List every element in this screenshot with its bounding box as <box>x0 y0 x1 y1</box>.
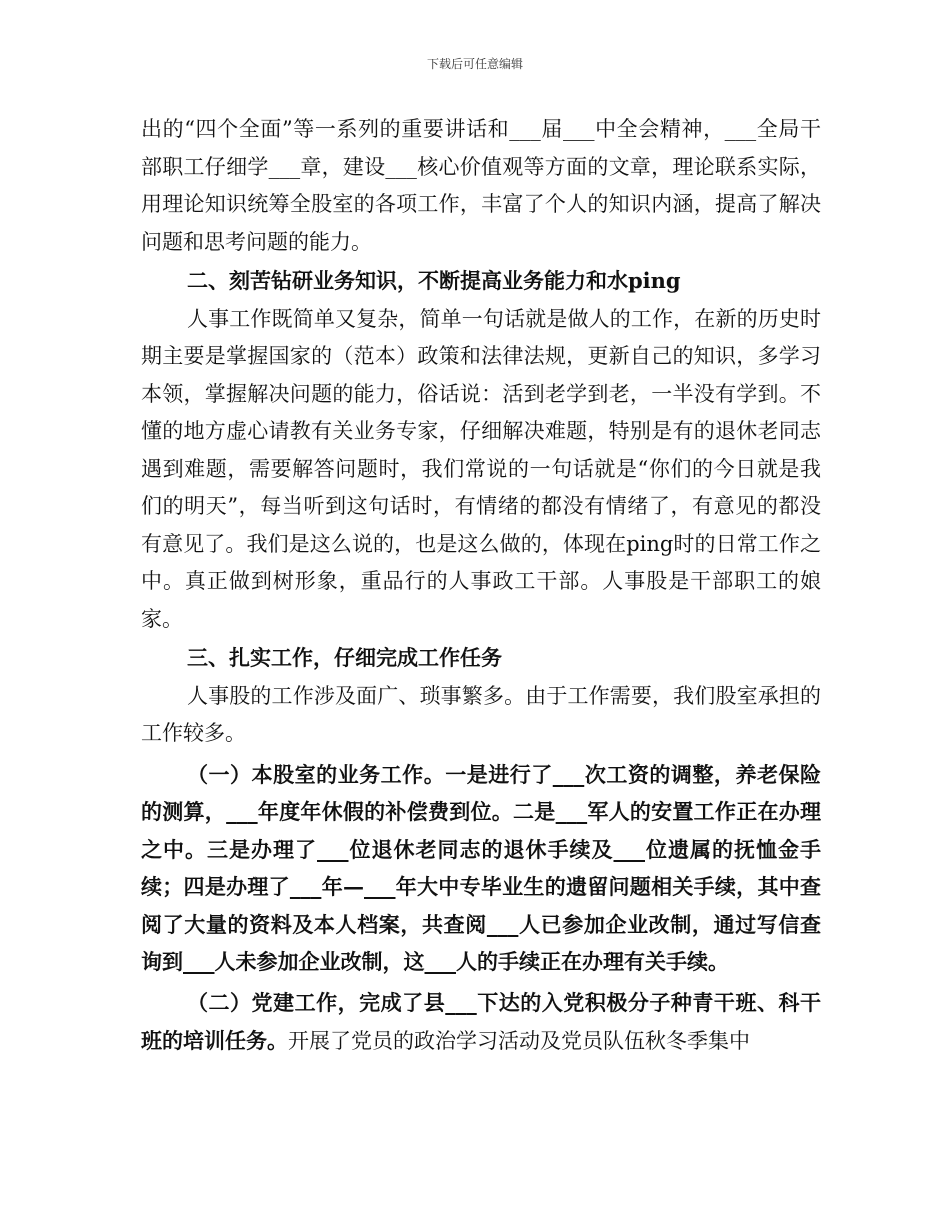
document-body <box>141 111 821 1061</box>
paragraph-study: 出的“四个全面”等一系列的重要讲话和___届___中全会精神，___全局干部职工仔细学___章，建设___核心价值观等方面的文章，理论联系实际，用理论知识统筹全股室的各项工作，丰富了个人的知识内涵，提高了解决问题和思考问题的能力。 <box>141 117 821 254</box>
paragraph-workload: 人事股的工作涉及面广、琐事繁多。由于工作需要，我们股室承担的工作较多。 <box>141 683 821 745</box>
section-heading-3: 三、扎实工作，仔细完成工作任务 <box>187 645 502 670</box>
paragraph-business-work: （一）本股室的业务工作。一是进行了___次工资的调整，养老保险的测算，___年度年休假的补偿费到位。二是___军人的安置工作正在办理之中。三是办理了___位退休老同志的退休手续及___位遗属的抚恤金手续；四是办理了___年—___年大中专毕业生的遗留问题相关手续，其中查阅了大量的资料及本人档案，共查阅___人已参加企业改制，通过写信查询到___人未参加企业改制，这___人的手续正在办理有关手续。 <box>141 761 821 974</box>
page-header: 下载后可任意编辑 <box>426 57 523 71</box>
paragraph-personnel-work: 人事工作既简单又复杂，简单一句话就是做人的工作，在新的历史时期主要是掌握国家的（范本）政策和法律法规，更新自己的知识，多学习本领，掌握解决问题的能力，俗话说：活到老学到老，一半没有学到。不懂的地方虚心请教有关业务专家，仔细解决难题，特别是有的退休老同志遇到难题，需要解答问题时，我们常说的一句话就是“你们的今日就是我们的明天”，每当听到这句话时，有情绪的都没有情绪了，有意见的都没有意见了。我们是这么说的，也是这么做的，体现在ping时的日常工作之中。真正做到树形象，重品行的人事政工干部。人事股是干部职工的娘家。 <box>141 306 821 631</box>
party-building-rest: 开展了党员的政治学习活动及党员队伍秋冬季集中 <box>288 1029 750 1053</box>
party-building-lead: （二）党建工作，完成了县___下达的入党积极分子种青干班、科干班的培训任务。 <box>141 989 821 1053</box>
paragraph-party-building <box>141 984 821 1061</box>
section-heading-2: 二、刻苦钻研业务知识，不断提高业务能力和水ping <box>187 268 681 293</box>
